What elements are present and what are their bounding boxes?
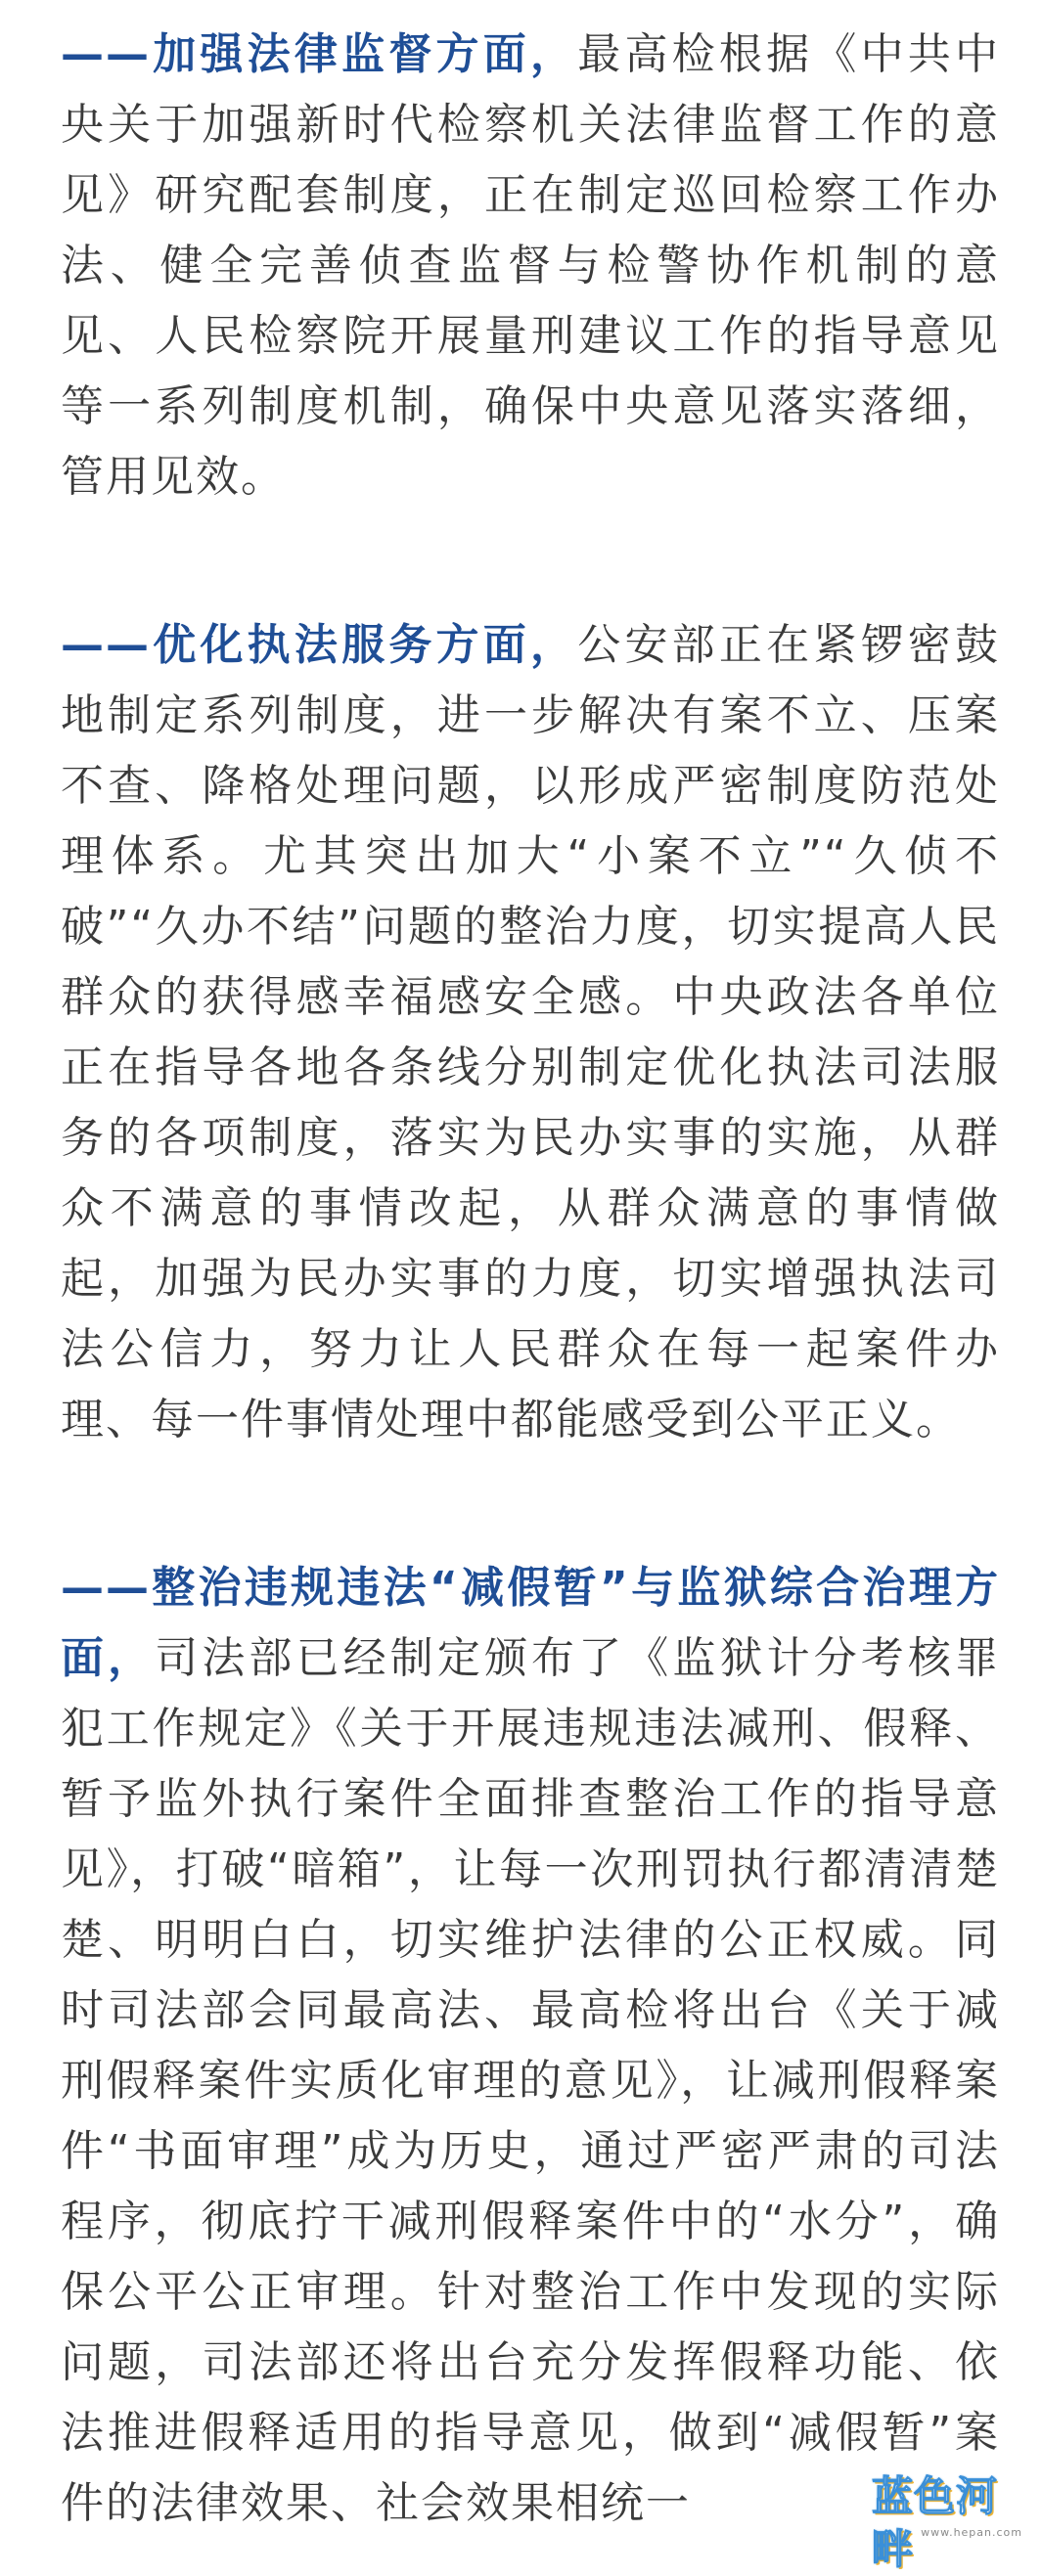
paragraph-heading: ——加强法律监督方面， [61,29,578,79]
paragraph-text: 司法部已经制定颁布了《监狱计分考核罪犯工作规定》《关于开展违规违法减刑、假释、暂予监外执行案件全面排查整治工作的指导意见》，打破“暗箱”，让每一次刑罚执行都清清楚楚、明明白白，切实维护法律的公正权威。同时司法部会同最高法、最高检将出台《关于减刑假释案件实质化审理的意见》，让减刑假释案件“书面审理”成为历史，通过严密严肃的司法程序，彻底拧干减刑假释案件中的“水分”，确保公平公正审理。针对整治工作中发现的实际问题，司法部还将出台充分发挥假释功能、依法推进假释适用的指导意见，做到“减假暂”案件的法律效果、社会效果相统一 [61,1633,1001,2528]
paragraph-heading: ——整治违规违法“减假暂”与监狱综合治理方面， [61,1563,1000,1683]
paragraph-law-enforcement-service [61,610,1000,1455]
paragraph-text: 最高检根据《中共中央关于加强新时代检察机关法律监督工作的意见》研究配套制度，正在制定巡回检察工作办法、健全完善侦查监督与检警协作机制的意见、人民检察院开展量刑建议工作的指导意见等一系列制度机制，确保中央意见落实落细，管用见效。 [61,29,1001,502]
paragraph-sentence-reduction [61,1553,1000,2539]
watermark-url: www.hepan.com [921,2526,1022,2539]
paragraph-heading: ——优化执法服务方面， [61,620,578,670]
watermark-text: 蓝色河畔 [872,2472,999,2573]
paragraph-text: 公安部正在紧锣密鼓地制定系列制度，进一步解决有案不立、压案不查、降格处理问题，以形成严密制度防范处理体系。尤其突出加大“小案不立”“久侦不破”“久办不结”问题的整治力度，切实提高人民群众的获得感幸福感安全感。中央政法各单位正在指导各地各条线分别制定优化执法司法服务的各项制度，落实为民办实事的实施，从群众不满意的事情改起，从群众满意的事情做起，加强为民办实事的力度，切实增强执法司法公信力，努力让人民群众在每一起案件办理、每一件事情处理中都能感受到公平正义。 [61,620,1001,1444]
site-watermark-logo [872,2470,1028,2573]
article-body [61,20,1000,2539]
paragraph-legal-supervision [61,20,1000,512]
